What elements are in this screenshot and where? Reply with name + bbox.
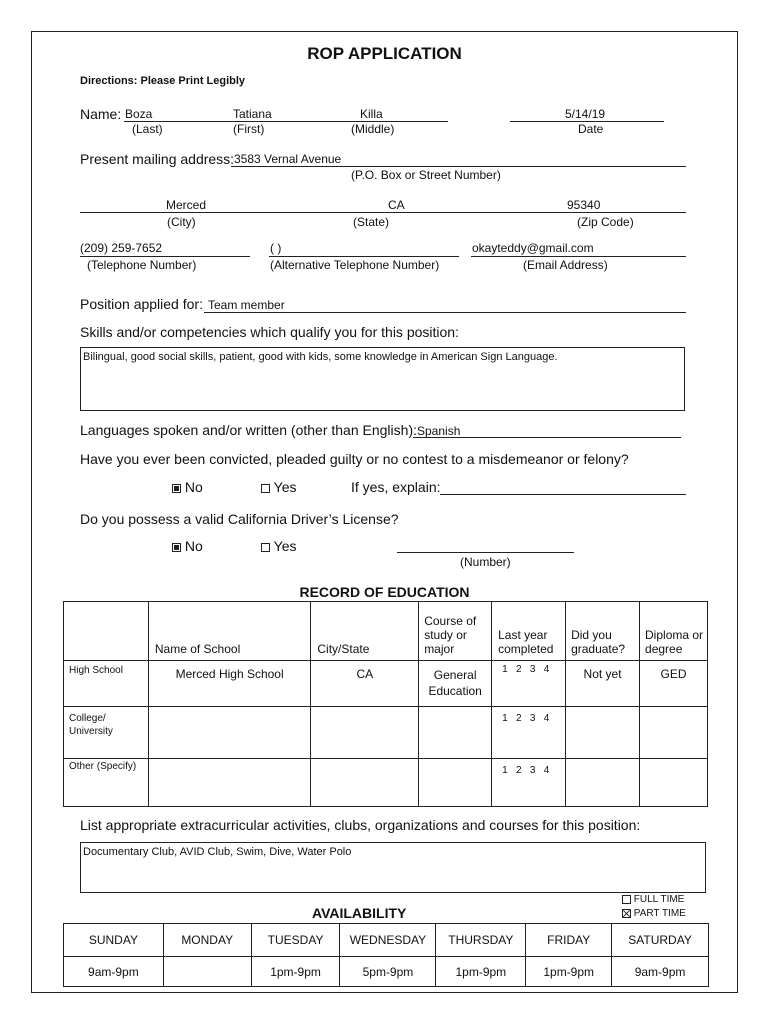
header-cell: Name of School [148,602,311,661]
address-label: Present mailing address: [80,151,235,167]
education-table [63,601,708,807]
checkbox-crossed-icon[interactable] [622,909,631,918]
day-cell: SATURDAY [612,924,709,957]
form-title: ROP APPLICATION [307,44,462,63]
phone-field[interactable]: (209) 259-7652 [80,241,163,255]
hours-row [64,957,709,987]
hours-cell[interactable]: 9am-9pm [64,957,164,987]
date-field[interactable]: 5/14/19 [565,107,606,121]
license-number-underline[interactable] [397,552,574,553]
header-cell: Course of study or major [419,602,492,661]
full-time-label: FULL TIME [633,894,685,905]
school-cell[interactable] [148,707,311,759]
hours-cell[interactable]: 1pm-9pm [251,957,340,987]
header-cell: Diploma or degree [640,602,708,661]
street-caption: (P.O. Box or Street Number) [351,168,501,182]
part-time-option[interactable] [622,908,686,919]
conviction-yes-label: Yes [273,479,297,495]
education-row-college [64,707,708,759]
education-header-row [64,602,708,661]
activities-label: List appropriate extracurricular activities, clubs, organizations and courses for this position: [80,817,641,833]
activities-text: Documentary Club, AVID Club, Swim, Dive, Water Polo [83,846,352,858]
city-state-cell[interactable] [311,707,419,759]
city-field[interactable]: Merced [166,198,207,212]
middle-caption: (Middle) [351,122,395,136]
street-underline [231,166,686,167]
year-options[interactable]: 1 2 3 4 [492,661,566,707]
row-type: College/ University [64,707,149,759]
availability-title: AVAILABILITY [312,905,407,921]
graduated-cell[interactable]: Not yet [566,661,640,707]
skills-label: Skills and/or competencies which qualify you for this position: [80,324,459,340]
graduated-cell[interactable] [566,707,640,759]
education-row-high-school [64,661,708,707]
city-state-cell[interactable]: CA [311,661,419,707]
activities-box[interactable] [80,842,706,893]
zip-field[interactable]: 95340 [567,198,601,212]
school-cell[interactable] [148,759,311,807]
hours-cell[interactable]: 1pm-9pm [436,957,526,987]
hours-cell[interactable]: 9am-9pm [612,957,709,987]
position-field[interactable]: Team member [208,298,285,312]
license-question: Do you possess a valid California Driver’s License? [80,511,399,527]
diploma-cell[interactable]: GED [640,661,708,707]
row-type: Other (Specify) [64,759,149,807]
school-cell[interactable]: Merced High School [148,661,311,707]
application-page [31,31,738,993]
diploma-cell[interactable] [640,759,708,807]
name-underline [124,121,448,122]
availability-table [63,923,709,987]
conviction-yes-option[interactable] [261,479,296,495]
middle-name-field[interactable]: Killa [360,107,383,121]
email-field[interactable]: okayteddy@gmail.com [472,241,594,255]
year-options[interactable]: 1 2 3 4 [492,707,566,759]
license-no-option[interactable] [172,538,203,554]
license-no-label: No [184,538,203,554]
course-cell[interactable]: General Education [419,661,492,707]
days-row [64,924,709,957]
day-cell: FRIDAY [526,924,612,957]
course-cell[interactable] [419,707,492,759]
graduated-cell[interactable] [566,759,640,807]
city-caption: (City) [167,215,196,229]
first-caption: (First) [233,122,265,136]
state-caption: (State) [353,215,390,229]
checkbox-empty-icon[interactable] [261,543,270,552]
email-underline [471,256,686,257]
part-time-label: PART TIME [633,908,686,919]
languages-field[interactable]: Spanish [417,424,461,438]
position-underline [204,312,686,313]
hours-cell[interactable]: 5pm-9pm [340,957,436,987]
checkbox-empty-icon[interactable] [622,895,631,904]
conviction-no-option[interactable] [172,479,203,495]
full-time-option[interactable] [622,894,684,905]
last-name-field[interactable]: Boza [125,107,153,121]
checkbox-checked-icon[interactable] [172,484,181,493]
position-label: Position applied for: [80,296,203,312]
day-cell: WEDNESDAY [340,924,436,957]
day-cell: THURSDAY [436,924,526,957]
date-caption: Date [578,122,604,136]
header-cell: City/State [311,602,419,661]
name-label: Name: [80,106,122,122]
conviction-question: Have you ever been convicted, pleaded guilty or no contest to a misdemeanor or felony? [80,451,629,467]
explain-underline[interactable] [440,494,686,495]
diploma-cell[interactable] [640,707,708,759]
zip-caption: (Zip Code) [577,215,634,229]
explain-label: If yes, explain: [351,479,441,495]
street-field[interactable]: 3583 Vernal Avenue [234,152,342,166]
row-type: High School [64,661,149,707]
skills-text: Bilingual, good social skills, patient, good with kids, some knowledge in American Sign Language. [83,351,558,363]
header-cell: Last year completed [492,602,566,661]
email-caption: (Email Address) [523,258,608,272]
skills-box[interactable] [80,347,685,411]
directions: Directions: Please Print Legibly [80,75,246,87]
phone-underline [80,256,250,257]
day-cell: TUESDAY [251,924,340,957]
header-cell: Did you graduate? [566,602,640,661]
phone-caption: (Telephone Number) [87,258,197,272]
course-cell[interactable] [419,759,492,807]
education-row-other [64,759,708,807]
education-title: RECORD OF EDUCATION [299,584,470,600]
alt-phone-field[interactable]: ( ) [270,241,282,255]
license-number-caption: (Number) [460,555,511,569]
day-cell: SUNDAY [64,924,164,957]
license-yes-label: Yes [273,538,297,554]
hours-cell[interactable] [163,957,251,987]
city-state-zip-underline [80,212,686,213]
checkbox-checked-icon[interactable] [172,543,181,552]
day-cell: MONDAY [163,924,251,957]
alt-phone-underline [269,256,459,257]
license-yes-option[interactable] [261,538,296,554]
header-cell [64,602,149,661]
alt-phone-caption: (Alternative Telephone Number) [270,258,440,272]
first-name-field[interactable]: Tatiana [233,107,272,121]
city-state-cell[interactable] [311,759,419,807]
year-options[interactable]: 1 2 3 4 [492,759,566,807]
hours-cell[interactable]: 1pm-9pm [526,957,612,987]
checkbox-empty-icon[interactable] [261,484,270,493]
last-caption: (Last) [132,122,163,136]
languages-label: Languages spoken and/or written (other than English): [80,422,417,438]
state-field[interactable]: CA [388,198,405,212]
conviction-no-label: No [184,479,203,495]
